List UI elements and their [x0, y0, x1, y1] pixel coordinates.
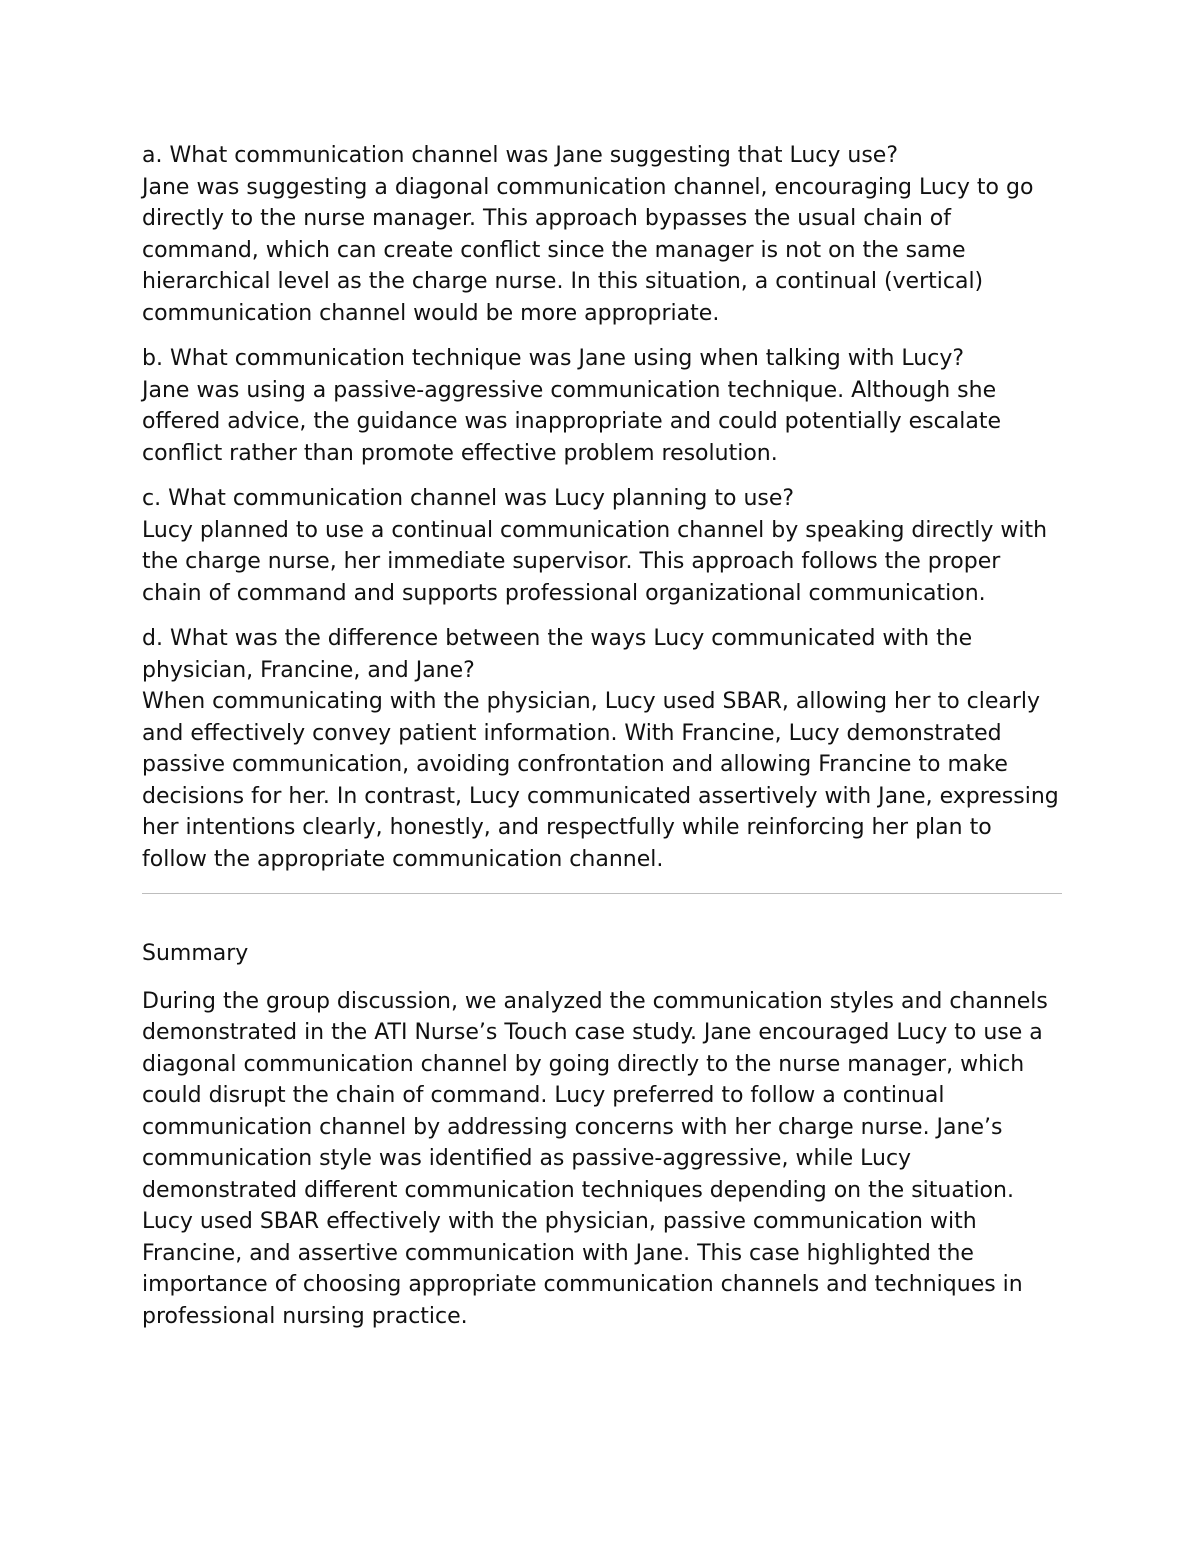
summary-heading: Summary — [142, 941, 249, 966]
answer-d: When communicating with the physician, Lucy used SBAR, allowing her to clearly and effectively convey patient information. With Francine, Lucy demonstrated passive communication, avoiding confrontation and allowing Francine to make decisions for her. In contrast, Lucy communicated assertively with Jane, expressing her intentions clearly, honestly, and respectfully while reinforcing her plan to follow the appropriate communication channel. — [142, 689, 1059, 872]
question-a: a. What communication channel was Jane suggesting that Lucy use? — [142, 143, 898, 168]
qa-item-b — [142, 343, 1062, 469]
question-b: b. What communication technique was Jane using when talking with Lucy? — [142, 346, 965, 371]
question-c: c. What communication channel was Lucy planning to use? — [142, 486, 795, 511]
answer-b: Jane was using a passive-aggressive communication technique. Although she offered advice, the guidance was inappropriate and could potentially escalate conflict rather than promote effective problem resolution. — [142, 377, 1001, 466]
qa-item-d — [142, 623, 1062, 875]
document-content — [142, 140, 1062, 1332]
qa-item-a — [142, 140, 1062, 329]
summary-body: During the group discussion, we analyzed the communication styles and channels demonstrated in the ATI Nurse’s Touch case study. Jane encouraged Lucy to use a diagonal communication channel by going directly to the nurse manager, which could disrupt the chain of command. Lucy preferred to follow a continual communication channel by addressing concerns with her charge nurse. Jane’s communication style was identified as passive-aggressive, while Lucy demonstrated different communication techniques depending on the situation. Lucy used SBAR effectively with the physician, passive communication with Francine, and assertive communication with Jane. This case highlighted the importance of choosing appropriate communication channels and techniques in professional nursing practice. — [142, 988, 1048, 1329]
qa-item-c — [142, 483, 1062, 609]
answer-c: Lucy planned to use a continual communication channel by speaking directly with the charge nurse, her immediate supervisor. This approach follows the proper chain of command and supports professional organizational communication. — [142, 517, 1048, 606]
answer-a: Jane was suggesting a diagonal communication channel, encouraging Lucy to go directly to the nurse manager. This approach bypasses the usual chain of command, which can create conflict since the manager is not on the same hierarchical level as the charge nurse. In this situation, a continual (vertical) communication channel would be more appropriate. — [142, 174, 1034, 326]
question-d: d. What was the difference between the ways Lucy communicated with the physician, Francine, and Jane? — [142, 626, 973, 683]
section-divider — [142, 893, 1062, 894]
